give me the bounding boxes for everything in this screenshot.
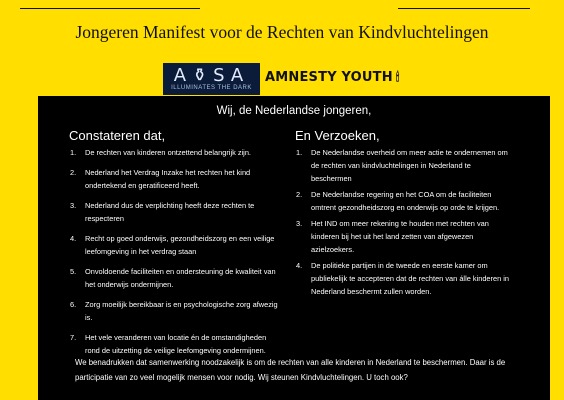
- top-rule-right: [398, 8, 530, 9]
- item-text: Nederland dus de verplichting heeft deze rechten te respecteren: [85, 201, 255, 223]
- item-number: 4.: [70, 234, 77, 243]
- page-title: Jongeren Manifest voor de Rechten van Kindvluchtelingen: [75, 22, 489, 42]
- list-item: [293, 188, 513, 214]
- top-rule-left: [20, 8, 200, 9]
- list-item: [67, 166, 282, 192]
- asa-logo-text: A⚱SA: [173, 65, 250, 86]
- item-text: Het IND om meer rekening te houden met rechten van kinderen bij het uit het land zetten van afgewezen azielzoekers.: [311, 219, 489, 254]
- list-item: [67, 232, 282, 258]
- asa-logo-tagline: ILLUMINATES THE DARK: [171, 85, 252, 91]
- closing-statement: We benadrukken dat samenwerking noodzakelijk is om de rechten van alle kinderen in Nederland te beschermen. Daar is de participatie van zo veel mogelijk mensen voor nodig. Wij steunen Kindvluchtelingen. U toch ook?: [75, 358, 506, 382]
- left-heading: Constateren dat,: [69, 128, 166, 143]
- right-heading: En Verzoeken,: [295, 128, 380, 143]
- item-text: De Nederlandse overheid om meer actie te ondernemen om de rechten van kindvluchtelingen in Nederland te beschermen: [311, 148, 508, 183]
- right-list: [293, 146, 513, 298]
- item-number: 1.: [296, 148, 303, 157]
- list-item: [67, 331, 282, 357]
- right-column: [293, 128, 513, 301]
- item-number: 1.: [70, 148, 77, 157]
- item-text: Nederland het Verdrag Inzake het rechten het kind ondertekend en geratificeerd heeft.: [85, 168, 251, 190]
- amnesty-logo-text: AMNESTY YOUTH: [265, 70, 393, 85]
- list-item: [67, 199, 282, 225]
- list-item: [293, 146, 513, 185]
- item-text: Zorg moeilijk bereikbaar is en psychologische zorg afwezig is.: [85, 300, 278, 322]
- intro-text: Wij, de Nederlandse jongeren,: [216, 105, 372, 117]
- item-number: 2.: [70, 168, 77, 177]
- item-number: 7.: [70, 333, 77, 342]
- list-item: [293, 259, 513, 298]
- item-text: De politieke partijen in de tweede en eerste kamer om publiekelijk te accepteren dat de rechten van álle kinderen in Nederland beschermt zullen worden.: [311, 261, 510, 296]
- item-text: Onvoldoende faciliteiten en ondersteuning de kwaliteit van het onderwijs ondermijnen.: [85, 267, 276, 289]
- item-number: 6.: [70, 300, 77, 309]
- item-text: Recht op goed onderwijs, gezondheidszorg en een veilige leefomgeving in het verdrag staan: [85, 234, 275, 256]
- left-column: [67, 128, 282, 364]
- list-item: [67, 146, 282, 159]
- list-item: [67, 298, 282, 324]
- item-number: 5.: [70, 267, 77, 276]
- item-text: De Nederlandse regering en het COA om de faciliteiten omtrent gezondheidszorg en onderwijs op orde te krijgen.: [311, 190, 500, 212]
- candle-icon: 🕯: [395, 70, 400, 84]
- amnesty-youth-logo: [265, 70, 399, 85]
- item-number: 3.: [296, 219, 303, 228]
- left-list: [67, 146, 282, 357]
- list-item: [67, 265, 282, 291]
- item-text: De rechten van kinderen ontzettend belangrijk zijn.: [85, 148, 251, 157]
- item-number: 4.: [296, 261, 303, 270]
- list-item: [293, 217, 513, 256]
- manifest-panel: [38, 96, 550, 400]
- item-text: Het vele veranderen van locatie én de omstandigheden rond de uitzetting de veilige leefomgeving ondermijnen.: [85, 333, 267, 355]
- item-number: 2.: [296, 190, 303, 199]
- asa-logo: [163, 63, 260, 95]
- item-number: 3.: [70, 201, 77, 210]
